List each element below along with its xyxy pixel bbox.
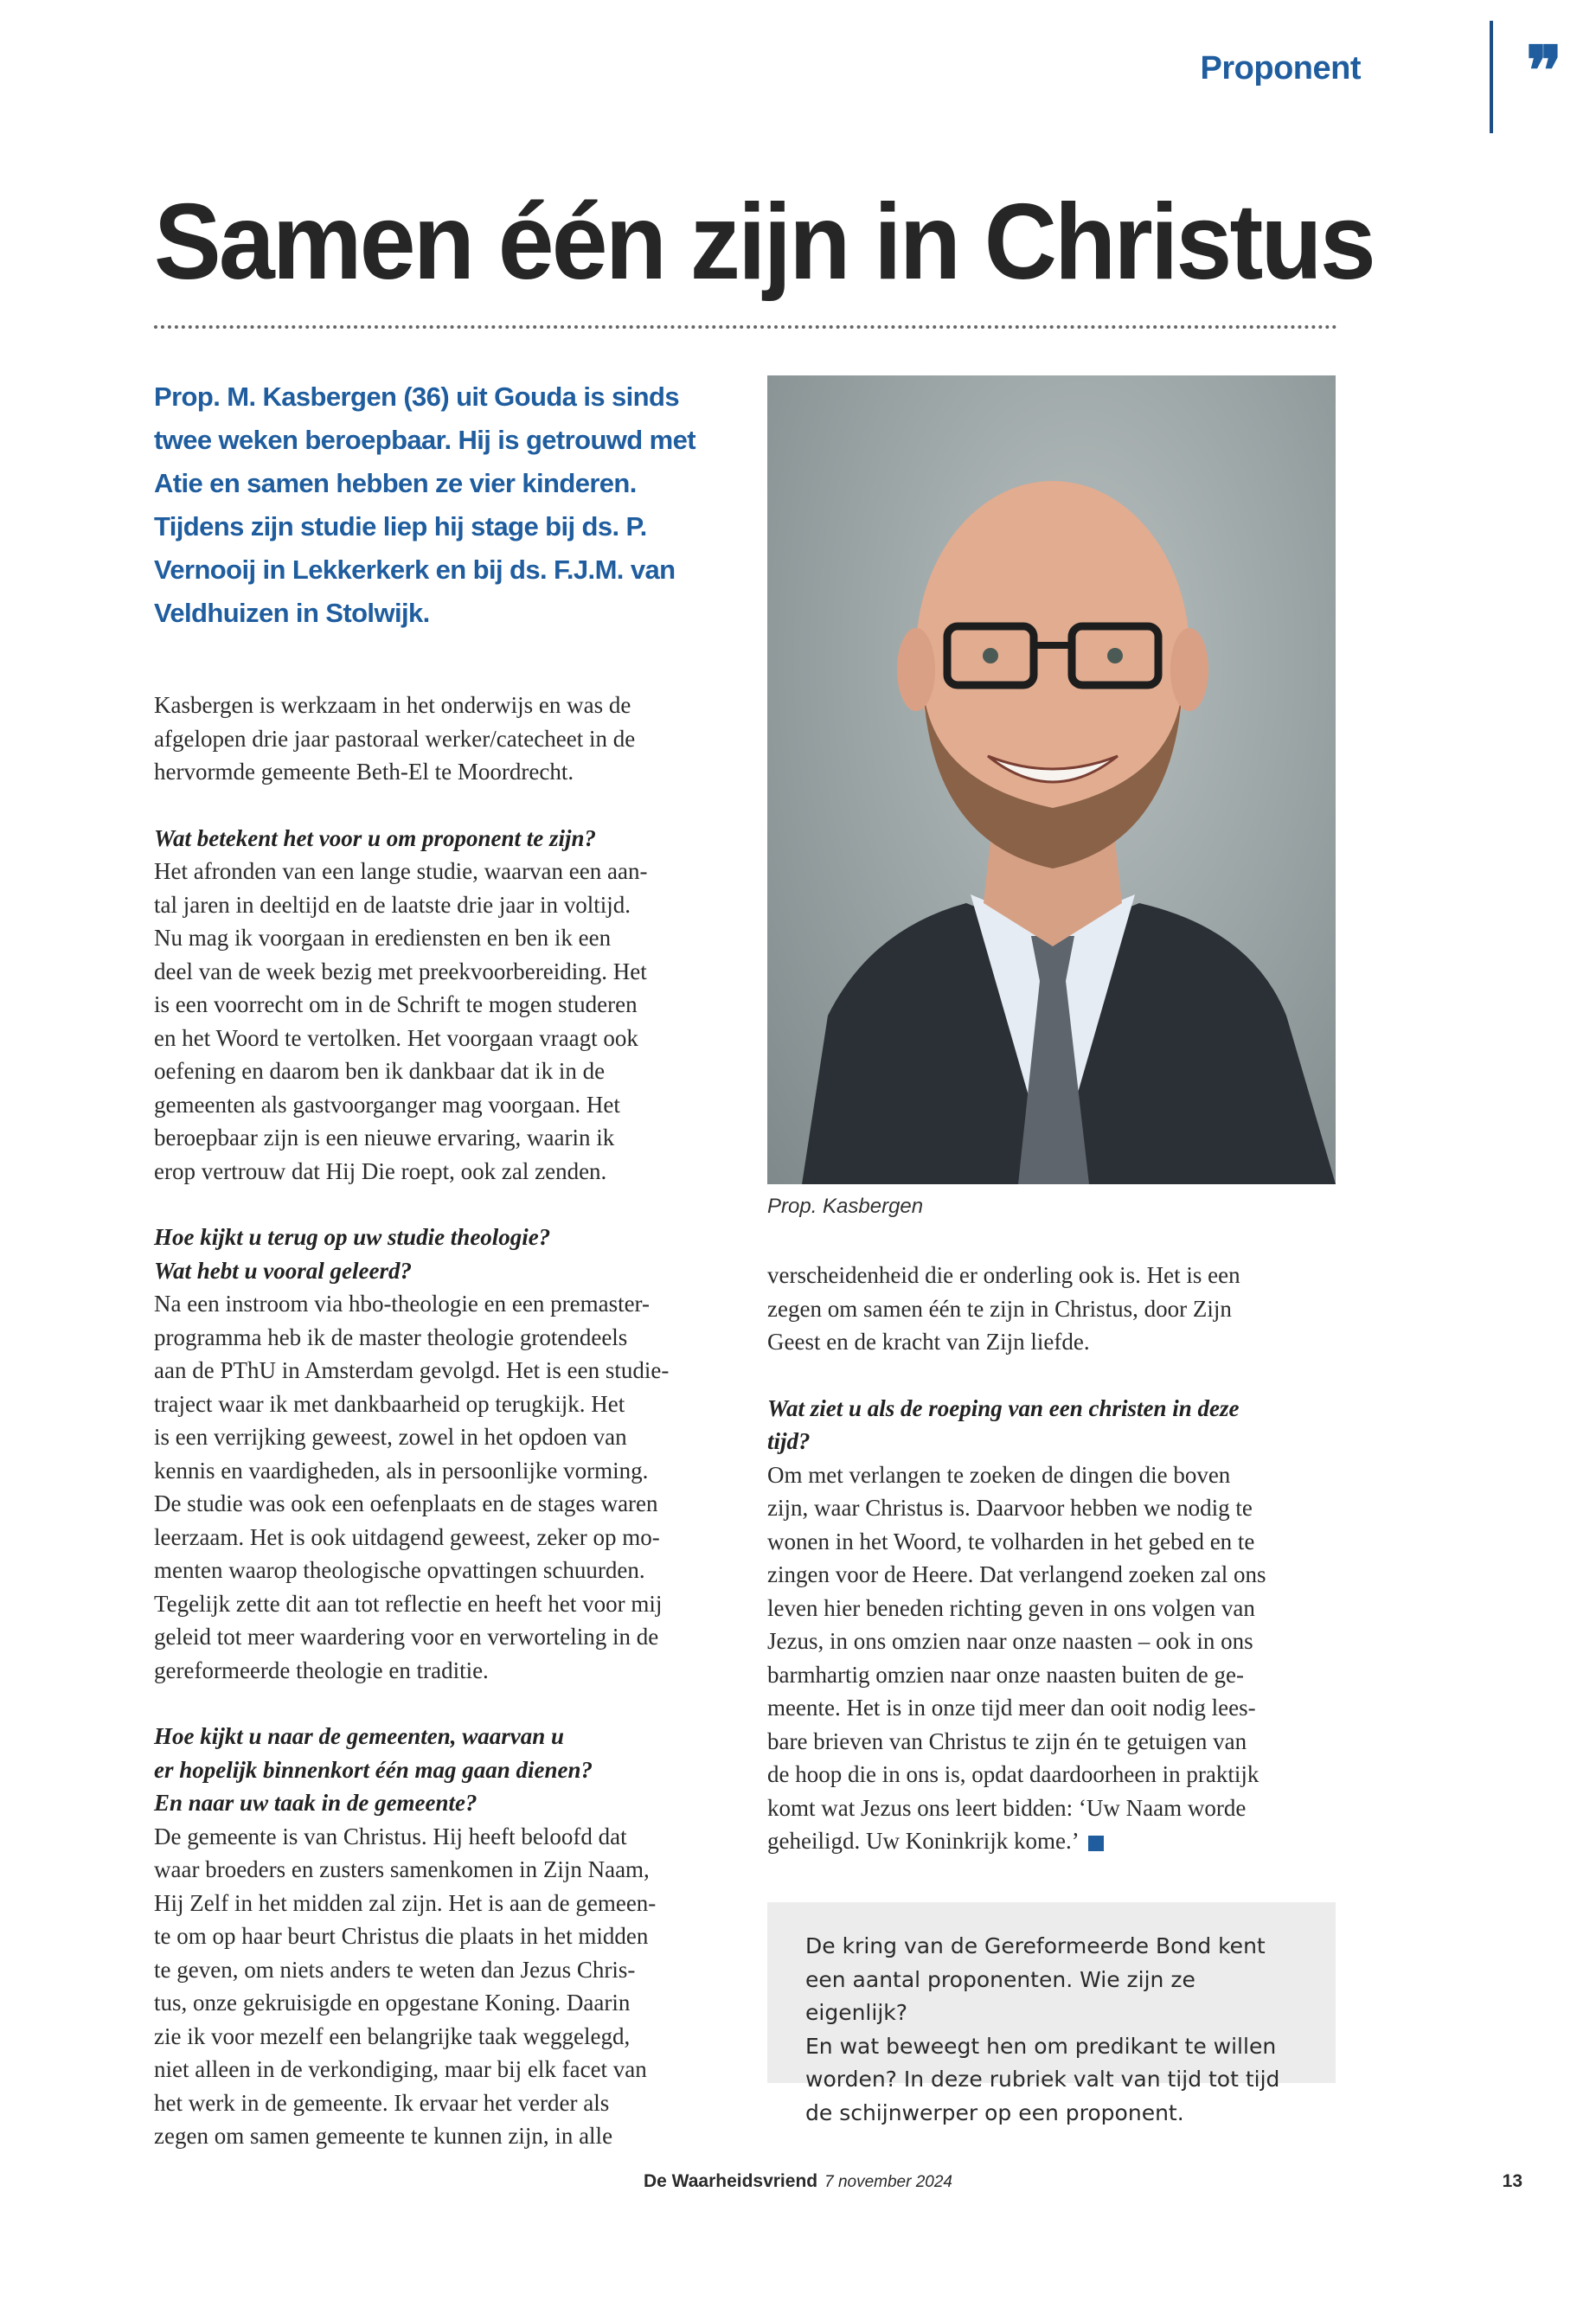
answer-text: [154, 855, 725, 1188]
text-line-final: [767, 1824, 1338, 1858]
question-heading: Wat betekent het voor u om proponent te zijn?: [154, 824, 597, 851]
portrait-illustration: [767, 375, 1336, 1184]
text-line: gereformeerde theologie en traditie.: [154, 1657, 489, 1683]
text-line: traject waar ik met dankbaarheid op terugkijk. Het: [154, 1390, 625, 1417]
text-line: bare brieven van Christus te zijn én te getuigen van: [767, 1727, 1247, 1754]
text-line: geleid tot meer waardering voor en verworteling in de: [154, 1624, 659, 1650]
text-line: Kasbergen is werkzaam in het onderwijs en was de: [154, 692, 631, 718]
section-label: Proponent: [1200, 50, 1361, 87]
text-line: geheiligd. Uw Koninkrijk kome.’: [767, 1828, 1080, 1854]
left-column: [154, 375, 725, 2153]
text-line: leven hier beneden richting geven in ons volgen van: [767, 1594, 1255, 1621]
text-line: De studie was ook een oefenplaats en de stages waren: [154, 1490, 658, 1516]
text-line: zie ik voor mezelf een belangrijke taak weggelegd,: [154, 2022, 631, 2049]
question-heading: Hoe kijkt u terug op uw studie theologie?: [154, 1224, 551, 1250]
publication-name: De Waarheidsvriend: [643, 2171, 818, 2191]
text-line: een aantal proponenten. Wie zijn ze eigenlijk?: [805, 1966, 1195, 2025]
question-heading: En naar uw taak in de gemeente?: [154, 1790, 478, 1816]
title-divider: [154, 325, 1337, 329]
end-mark-icon: [1088, 1836, 1104, 1851]
text-line: komt wat Jezus ons leert bidden: ‘Uw Naam worde: [767, 1794, 1247, 1821]
answer-text: [767, 1458, 1338, 1858]
footer: [0, 2171, 1596, 2192]
photo-caption: Prop. Kasbergen: [767, 1195, 924, 1218]
text-line: zegen om samen gemeente te kunnen zijn, in alle: [154, 2123, 613, 2149]
text-line: zijn, waar Christus is. Daarvoor hebben we nodig te: [767, 1495, 1253, 1521]
text-line: te geven, om niets anders te weten dan Jezus Chris-: [154, 1956, 636, 1983]
question-heading: tijd?: [767, 1428, 811, 1454]
text-line: hervormde gemeente Beth-El te Moordrecht.: [154, 759, 574, 785]
intro-text: Prop. M. Kasbergen (36) uit Gouda is sinds twee weken beroepbaar. Hij is getrouwd met Atie en samen hebben ze vier kinderen. Tijdens zijn studie liep hij stage bij ds. P. Vernooij in Lekkerkerk en bij ds. F.J.M. van Veldhuizen in Stolwijk.: [154, 381, 695, 628]
text-line: gemeenten als gastvoorganger mag voorgaan. Het: [154, 1091, 620, 1118]
text-line: worden? In deze rubriek valt van tijd tot tijd: [805, 2067, 1280, 2092]
text-line: zingen voor de Heere. Dat verlangend zoeken zal ons: [767, 1561, 1266, 1587]
text-line: barmhartig omzien naar onze naasten buiten de ge-: [767, 1661, 1245, 1688]
text-line: leerzaam. Het is ook uitdagend geweest, zeker op mo-: [154, 1523, 660, 1550]
text-line: beroepbaar zijn is een nieuwe ervaring, waarin ik: [154, 1125, 615, 1150]
qa-block: [154, 1720, 725, 2153]
question-heading: Wat hebt u vooral geleerd?: [154, 1257, 412, 1284]
info-box: [767, 1902, 1336, 2125]
body-paragraph: [154, 689, 725, 789]
qa-block: [154, 1221, 725, 1687]
text-line: menten waarop theologische opvattingen schuurden.: [154, 1557, 645, 1583]
text-line: zegen om samen één te zijn in Christus, door Zijn: [767, 1295, 1232, 1322]
text-line: oefening en daarom ben ik dankbaar dat ik in de: [154, 1058, 606, 1084]
answer-text: [154, 1820, 725, 2153]
answer-text: [154, 1287, 725, 1687]
text-line: deel van de week bezig met preekvoorbereiding. Het: [154, 958, 647, 984]
text-line: Nu mag ik voorgaan in erediensten en ben ik een: [154, 925, 612, 951]
text-line: is een verrijking geweest, zowel in het opdoen van: [154, 1424, 627, 1450]
page-number: 13: [1502, 2171, 1522, 2191]
qa-block: [154, 822, 725, 1189]
text-line: tal jaren in deeltijd en de laatste drie jaar in voltijd.: [154, 891, 631, 918]
text-line: En wat beweegt hen om predikant te willen: [805, 2033, 1277, 2059]
text-line: Na een instroom via hbo-theologie en een premaster-: [154, 1291, 650, 1317]
text-line: Tegelijk zette dit aan tot reflectie en heeft het voor mij: [154, 1590, 663, 1617]
qa-block: [767, 1392, 1338, 1858]
text-line: te om op haar beurt Christus die plaats in het midden: [154, 1923, 649, 1949]
text-line: erop vertrouw dat Hij Die roept, ook zal zenden.: [154, 1157, 607, 1184]
question-heading: Wat ziet u als de roeping van een christen in deze: [767, 1394, 1240, 1421]
text-line: Hij Zelf in het midden zal zijn. Het is aan de gemeen-: [154, 1889, 657, 1916]
text-line: de hoop die in ons is, opdat daardoorheen in praktijk: [767, 1761, 1259, 1787]
text-line: meente. Het is in onze tijd meer dan ooit nodig lees-: [767, 1695, 1256, 1721]
text-line: Om met verlangen te zoeken de dingen die boven: [767, 1461, 1231, 1488]
header-divider: [1490, 21, 1493, 133]
page-title: Samen één zijn in Christus: [154, 183, 1374, 302]
text-line: en het Woord te vertolken. Het voorgaan vraagt ook: [154, 1024, 638, 1051]
text-line: niet alleen in de verkondiging, maar bij elk facet van: [154, 2056, 647, 2082]
question-heading: er hopelijk binnenkort één mag gaan dienen?: [154, 1756, 593, 1783]
right-column: [767, 1259, 1338, 1858]
quote-icon: ❞: [1526, 32, 1562, 111]
text-line: tus, onze gekruisigde en opgestane Koning. Daarin: [154, 1990, 631, 2016]
question-heading: Hoe kijkt u naar de gemeenten, waarvan u: [154, 1723, 565, 1749]
text-line: De kring van de Gereformeerde Bond kent: [805, 1933, 1266, 1958]
text-line: aan de PThU in Amsterdam gevolgd. Het is een studie-: [154, 1357, 670, 1383]
text-line: wonen in het Woord, te volharden in het gebed en te: [767, 1528, 1255, 1554]
text-line: de schijnwerper op een proponent.: [805, 2099, 1184, 2125]
info-box-text: [805, 1930, 1298, 2130]
text-line: De gemeente is van Christus. Hij heeft beloofd dat: [154, 1823, 627, 1849]
text-line: Geest en de kracht van Zijn liefde.: [767, 1329, 1090, 1355]
text-line: Het afronden van een lange studie, waarvan een aan-: [154, 858, 648, 884]
text-line: Jezus, in ons omzien naar onze naasten – ook in ons: [767, 1628, 1253, 1654]
text-line: is een voorrecht om in de Schrift te mogen studeren: [154, 991, 638, 1017]
text-line: waar broeders en zusters samenkomen in Zijn Naam,: [154, 1856, 650, 1882]
portrait-photo: [767, 375, 1336, 1184]
text-line: programma heb ik de master theologie grotendeels: [154, 1324, 628, 1350]
text-line: het werk in de gemeente. Ik ervaar het verder als: [154, 2089, 610, 2116]
text-line: kennis en vaardigheden, als in persoonlijke vorming.: [154, 1457, 649, 1484]
text-line: verscheidenheid die er onderling ook is. Het is een: [767, 1262, 1240, 1288]
answer-text: [767, 1259, 1338, 1359]
issue-date: 7 november 2024: [824, 2173, 952, 2191]
text-line: afgelopen drie jaar pastoraal werker/catecheet in de: [154, 725, 636, 752]
